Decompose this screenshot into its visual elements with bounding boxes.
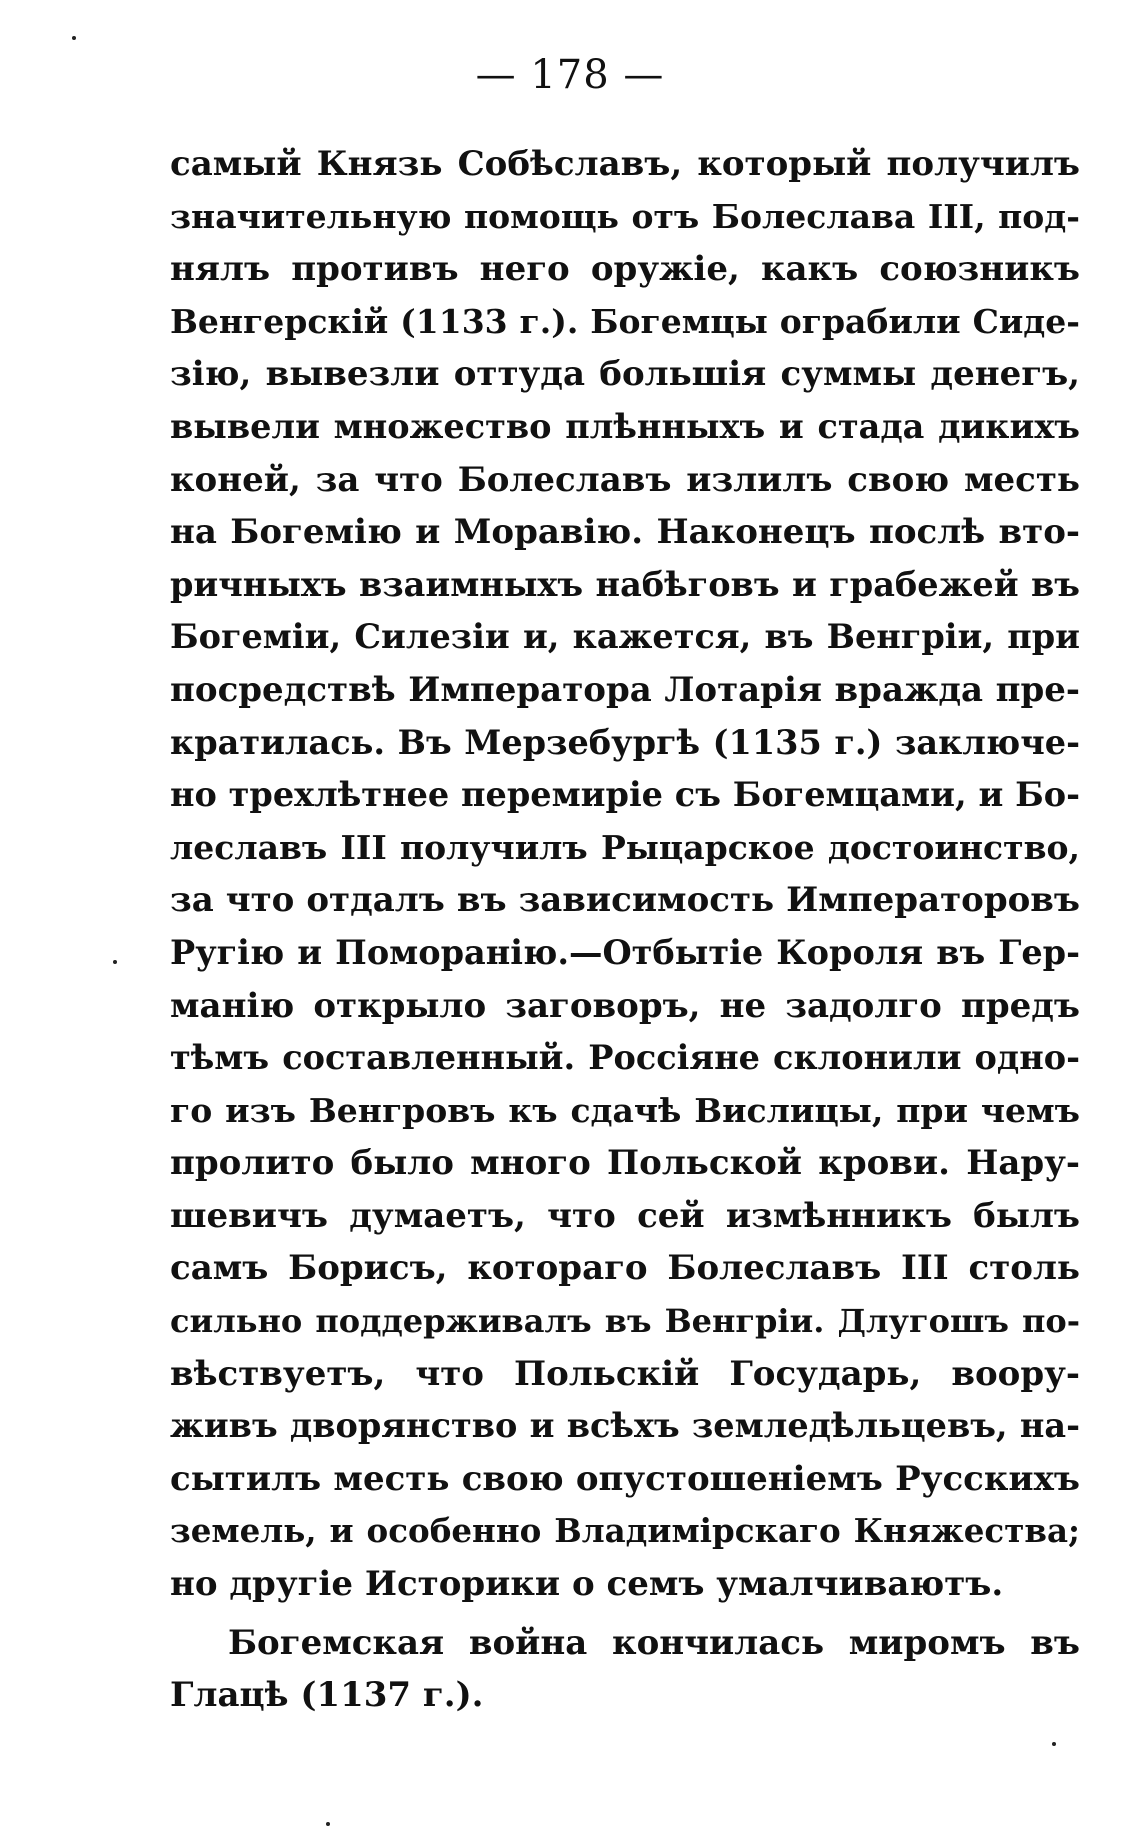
print-speck [1052,1742,1056,1746]
text-line: шевичъ думаетъ, что сей измѣнникъ былъ [170,1195,1080,1236]
text-line: вывели множество плѣнныхъ и стада дикихъ [170,406,1080,446]
text-line: на Богемію и Моравію. Наконецъ послѣ вто- [170,512,1080,553]
text-line: ричныхъ взаимныхъ набѣговъ и грабежей въ [170,564,1080,604]
text-line: зію, вывезли оттуда большія суммы денегъ, [170,354,1080,395]
text-line: нялъ противъ него оружіе, какъ союзникъ [170,249,1080,290]
text-line: но другіе Историки о семъ умалчиваютъ. [170,1564,1004,1605]
text-line: Венгерскій (1133 г.). Богемцы ограбили Сиде- [170,301,1080,341]
text-line: коней, за что Болеславъ излилъ свою месть [170,459,1080,500]
text-line: но трехлѣтнее перемиріе съ Богемцами, и Бо- [170,775,1080,815]
body-text [170,138,1080,1722]
text-line: посредствѣ Императора Лотарія вражда пре- [170,669,1080,710]
print-speck [113,960,117,964]
text-line: Глацѣ (1137 г.). [170,1675,484,1716]
text-line: тѣмъ составленный. Россіяне склонили одно- [170,1038,1080,1078]
text-line: сытилъ месть свою опустошеніемъ Русскихъ [170,1458,1080,1499]
text-line: вѣствуетъ, что Польскій Государь, воору- [170,1353,1080,1394]
text-line: манію открыло заговоръ, не задолго предъ [170,985,1080,1026]
text-line: го изъ Венгровъ къ сдачѣ Вислицы, при чемъ [170,1090,1080,1130]
text-line: значительную помощь отъ Болеслава III, под- [170,196,1080,236]
print-speck [72,36,76,40]
text-line: кратилась. Въ Мерзебургѣ (1135 г.) заключе- [170,722,1080,762]
text-line: Богеміи, Силезіи и, кажется, въ Венгріи, при [170,617,1080,657]
text-line: леславъ III получилъ Рыцарское достоинство, [170,827,1080,867]
text-line: живъ дворянство и всѣхъ земледѣльцевъ, на- [170,1406,1080,1446]
text-line: самый Князь Собѣславъ, который получилъ [170,144,1080,184]
text-line: Ругію и Поморанію.—Отбытіе Короля въ Гер- [170,932,1080,972]
page-number: — 178 — [475,52,665,98]
print-speck [326,1822,330,1826]
text-line: сильно поддерживалъ въ Венгріи. Длугошъ по- [170,1302,1080,1341]
text-line: Богемская война кончилась миромъ въ [228,1622,1080,1663]
text-line: за что отдалъ въ зависимость Императоровъ [170,880,1080,921]
text-line: земель, и особенно Владимірскаго Княжества; [170,1511,1080,1551]
text-line: самъ Борисъ, котораго Болеславъ III столь [170,1248,1080,1289]
text-line: пролито было много Польской крови. Нару- [170,1143,1080,1184]
